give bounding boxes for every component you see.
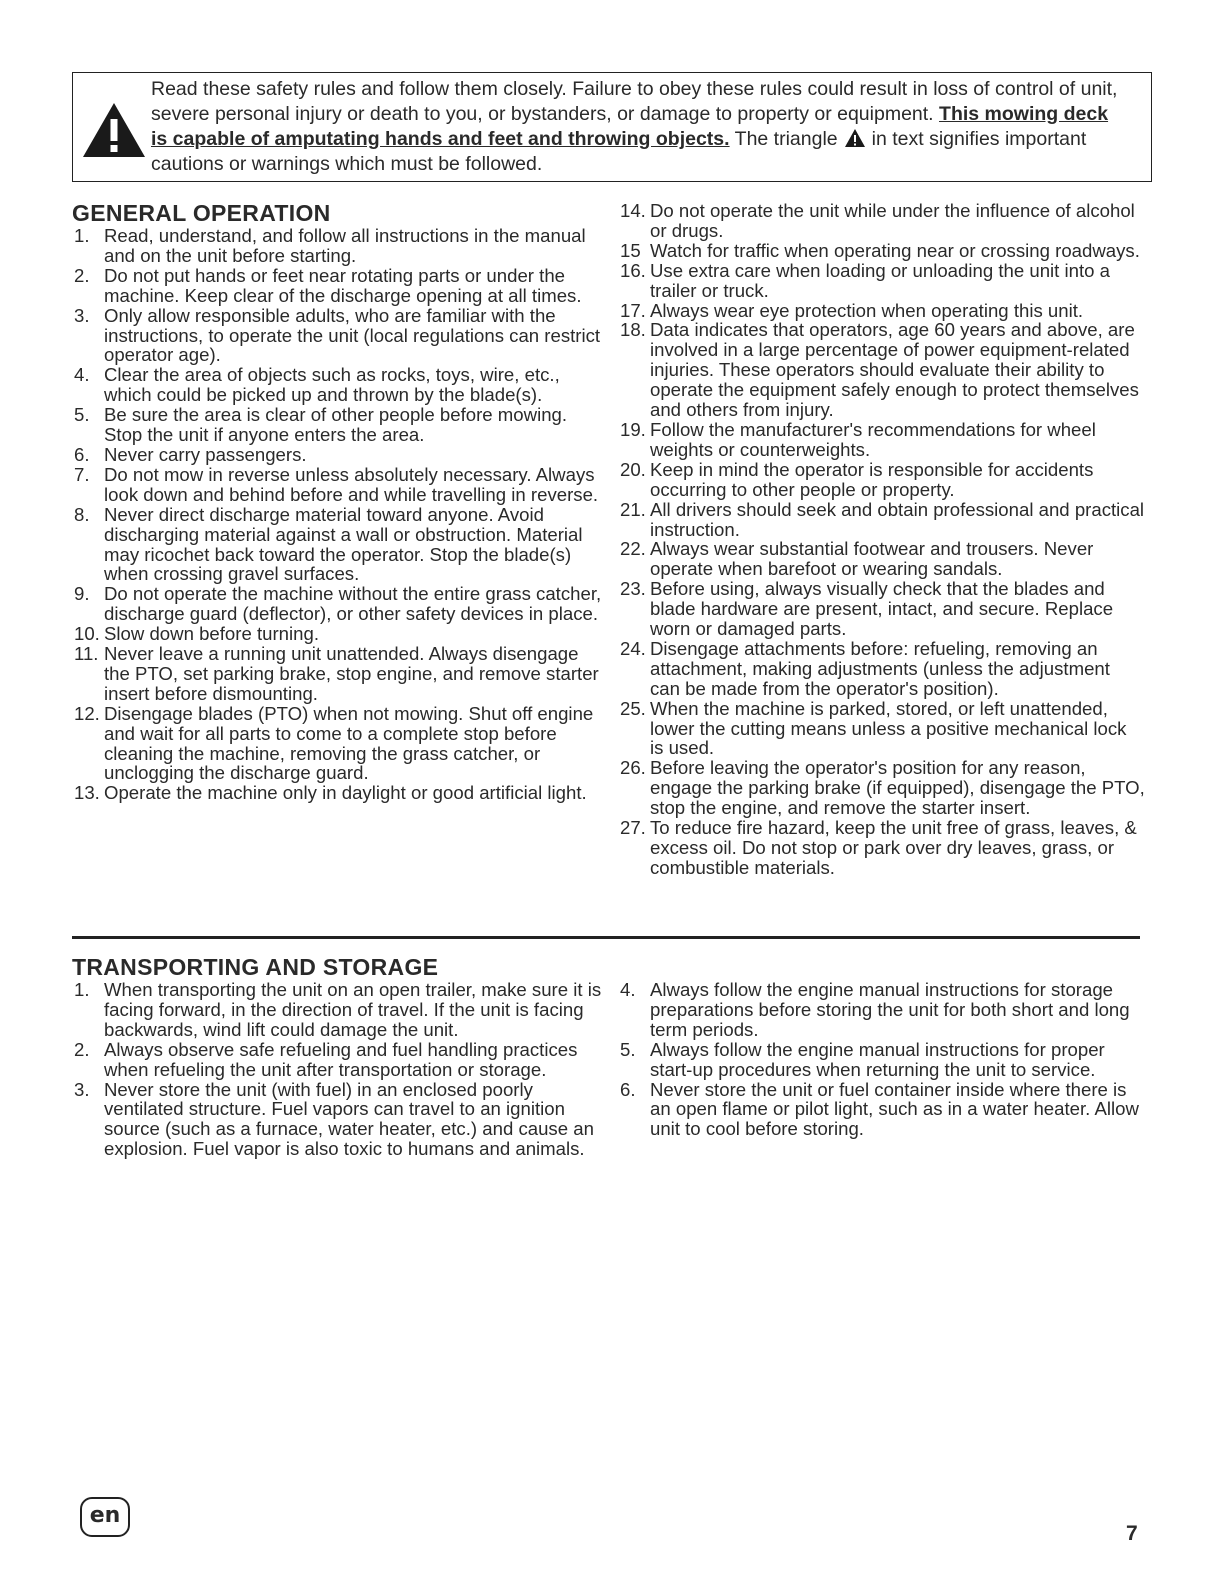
list-item-number: 20. [620,458,646,480]
list-item-number: 21. [620,498,646,520]
list-item [74,980,604,1040]
list-item-text: When the machine is parked, stored, or left unattended, lower the cutting means unless a positive mechanical lock is used. [650,697,1127,759]
list-item-number: 5. [620,1038,636,1060]
list-item-text: Data indicates that operators, age 60 years and above, are involved in a large percentage of power equipment-related injuries. These operators should evaluate their ability to operate the equipment safely enough to protect themselves and others from injury. [650,319,1139,421]
list-item-text: To reduce fire hazard, keep the unit free of grass, leaves, & excess oil. Do not stop or park over dry leaves, grass, or combustible materials. [650,817,1137,878]
warning-line-4: cautions or warnings which must be followed. [151,153,543,175]
list-item [620,241,1145,261]
list-item [620,639,1145,699]
list-item-text: Never direct discharge material toward anyone. Avoid discharging material against a wall or obstruction. Material may ricochet back toward the operator. Stop the blade(s) when crossing gravel surfaces. [104,503,583,585]
list-item-text: Do not mow in reverse unless absolutely necessary. Always look down and behind before and while travelling in reverse. [104,463,599,505]
list-item-number: 15 [620,239,641,261]
list-item-text: Be sure the area is clear of other people before mowing. Stop the unit if anyone enters the area. [104,404,568,446]
list-item-text: Never carry passengers. [104,443,307,465]
list-item [74,1080,604,1160]
list-item-text: Before leaving the operator's position for any reason, engage the parking brake (if equipped), disengage the PTO, stop the engine, and remove the starter insert. [650,757,1145,819]
list-item [620,261,1145,301]
list-item-number: 6. [74,443,90,465]
list-item-number: 18. [620,319,646,341]
list-item-text: Slow down before turning. [104,623,319,645]
transport-list-left [74,980,604,1159]
list-item-text: Do not put hands or feet near rotating parts or under the machine. Keep clear of the discharge opening at all times. [104,264,582,306]
list-item [620,1040,1145,1080]
list-item [620,320,1145,420]
list-item [620,539,1145,579]
list-item [74,624,604,644]
section-divider [72,936,1140,939]
list-item [620,579,1145,639]
list-item-number: 17. [620,299,646,321]
warning-triangle-icon [844,128,866,148]
list-item [620,1080,1145,1140]
list-item-text: When transporting the unit on an open trailer, make sure it is facing forward, in the direction of travel. If the unit is facing backwards, wind lift could damage the unit. [104,979,602,1040]
page-number: 7 [1126,1522,1138,1545]
general-operation-list-left [74,226,604,803]
list-item [74,465,604,505]
list-item [74,644,604,704]
list-item-number: 23. [620,578,646,600]
transport-list-right [620,980,1145,1139]
list-item [620,699,1145,759]
warning-line-3 [151,127,1141,152]
safety-warning-box [72,72,1152,182]
list-item-number: 4. [74,364,90,386]
transporting-storage-heading: TRANSPORTING AND STORAGE [72,954,439,980]
list-item [620,201,1145,241]
warning-line-2 [151,102,1141,127]
list-item-text: Always observe safe refueling and fuel handling practices when refueling the unit after transportation or storage. [104,1038,578,1080]
list-item [74,306,604,366]
list-item [74,226,604,266]
list-item-number: 6. [620,1078,636,1100]
list-item-text: Do not operate the unit while under the influence of alcohol or drugs. [650,200,1135,241]
list-item-text: Before using, always visually check that the blades and blade hardware are present, intact, and secure. Replace worn or damaged parts. [650,578,1114,640]
list-item-number: 7. [74,463,90,485]
list-item [620,500,1145,540]
list-item-text: Never store the unit (with fuel) in an enclosed poorly ventilated structure. Fuel vapors can travel to an ignition source (such as a furnace, water heater, etc.) and cause an explosion. Fuel vapor is also toxic to humans and animals. [104,1078,594,1160]
list-item [620,758,1145,818]
list-item [74,365,604,405]
list-item-number: 13. [74,782,100,804]
list-item-number: 25. [620,697,646,719]
warning-emphasis-1: This mowing deck [939,103,1109,125]
list-item-number: 8. [74,503,90,525]
list-item-number: 24. [620,637,646,659]
list-item-text: Keep in mind the operator is responsible for accidents occurring to other people or property. [650,458,1094,500]
warning-line-2-plain: severe personal injury or death to you, or bystanders, or damage to property or equipment. [151,103,934,125]
list-item-text: Disengage blades (PTO) when not mowing. Shut off engine and wait for all parts to come to a complete stop before cleaning the machine, removing the grass catcher, or unclogging the discharge guard. [104,702,594,784]
list-item-text: Follow the manufacturer's recommendations for wheel weights or counterweights. [650,418,1096,460]
list-item-number: 19. [620,418,646,440]
list-item-text: Operate the machine only in daylight or good artificial light. [104,782,587,804]
list-item-number: 26. [620,757,646,779]
list-item-number: 9. [74,583,90,605]
warning-emphasis-2: is capable of amputating hands and feet and throwing objects. [151,128,730,150]
list-item [620,420,1145,460]
list-item-number: 3. [74,304,90,326]
list-item [74,1040,604,1080]
list-item-text: Never store the unit or fuel container inside where there is an open flame or pilot light, such as in a water heater. Allow unit to cool before storing. [650,1078,1139,1140]
list-item-number: 14. [620,200,646,221]
list-item-number: 4. [620,979,636,1000]
list-item-number: 2. [74,1038,90,1060]
list-item-number: 2. [74,264,90,286]
list-item-text: Use extra care when loading or unloading the unit into a trailer or truck. [650,259,1110,301]
list-item-text: Watch for traffic when operating near or crossing roadways. [650,239,1140,261]
list-item-number: 10. [74,623,100,645]
list-item-text: All drivers should seek and obtain professional and practical instruction. [650,498,1145,540]
warning-line-3-plain-a: The triangle [734,128,838,150]
list-item-text: Always wear substantial footwear and trousers. Never operate when barefoot or wearing sandals. [650,538,1094,580]
warning-triangle-icon [81,101,147,159]
list-item-number: 16. [620,259,646,281]
list-item-number: 5. [74,404,90,426]
warning-line-1: Read these safety rules and follow them closely. Failure to obey these rules could result in loss of control of unit, [151,78,1118,100]
list-item-text: Read, understand, and follow all instructions in the manual and on the unit before starting. [104,225,586,266]
list-item [74,704,604,784]
list-item [74,505,604,585]
list-item-text: Only allow responsible adults, who are familiar with the instructions, to operate the unit (local regulations can restrict operator age). [104,304,601,366]
list-item-text: Always follow the engine manual instructions for proper start-up procedures when returning the unit to service. [650,1038,1105,1080]
list-item [74,405,604,445]
list-item-number: 11. [74,643,99,665]
list-item [74,445,604,465]
warning-text [151,77,1141,177]
list-item [620,818,1145,878]
list-item-text: Clear the area of objects such as rocks, toys, wire, etc., which could be picked up and thrown by the blade(s). [104,364,560,406]
list-item [74,783,604,803]
warning-line-3-plain-b: in text signifies important [871,128,1087,150]
list-item-text: Disengage attachments before: refueling, removing an attachment, making adjustments (unless the adjustment can be made from the operator's position). [650,637,1110,699]
general-operation-list-right [620,201,1145,878]
language-badge: en [80,1497,130,1537]
list-item-text: Always follow the engine manual instructions for storage preparations before storing the unit for both short and long term periods. [650,979,1130,1040]
list-item-text: Do not operate the machine without the entire grass catcher, discharge guard (deflector), or other safety devices in place. [104,583,602,625]
list-item [620,460,1145,500]
list-item [620,301,1145,321]
list-item-number: 1. [74,225,90,246]
list-item-text: Always wear eye protection when operating this unit. [650,299,1084,321]
list-item-number: 1. [74,979,90,1000]
list-item-text: Never leave a running unit unattended. Always disengage the PTO, set parking brake, stop engine, and remove starter insert before dismounting. [104,643,599,704]
list-item-number: 22. [620,538,646,560]
list-item [74,266,604,306]
list-item-number: 3. [74,1078,90,1100]
list-item [74,584,604,624]
list-item-number: 12. [74,702,100,724]
list-item [620,980,1145,1040]
list-item-number: 27. [620,817,646,839]
general-operation-heading: GENERAL OPERATION [72,200,331,226]
